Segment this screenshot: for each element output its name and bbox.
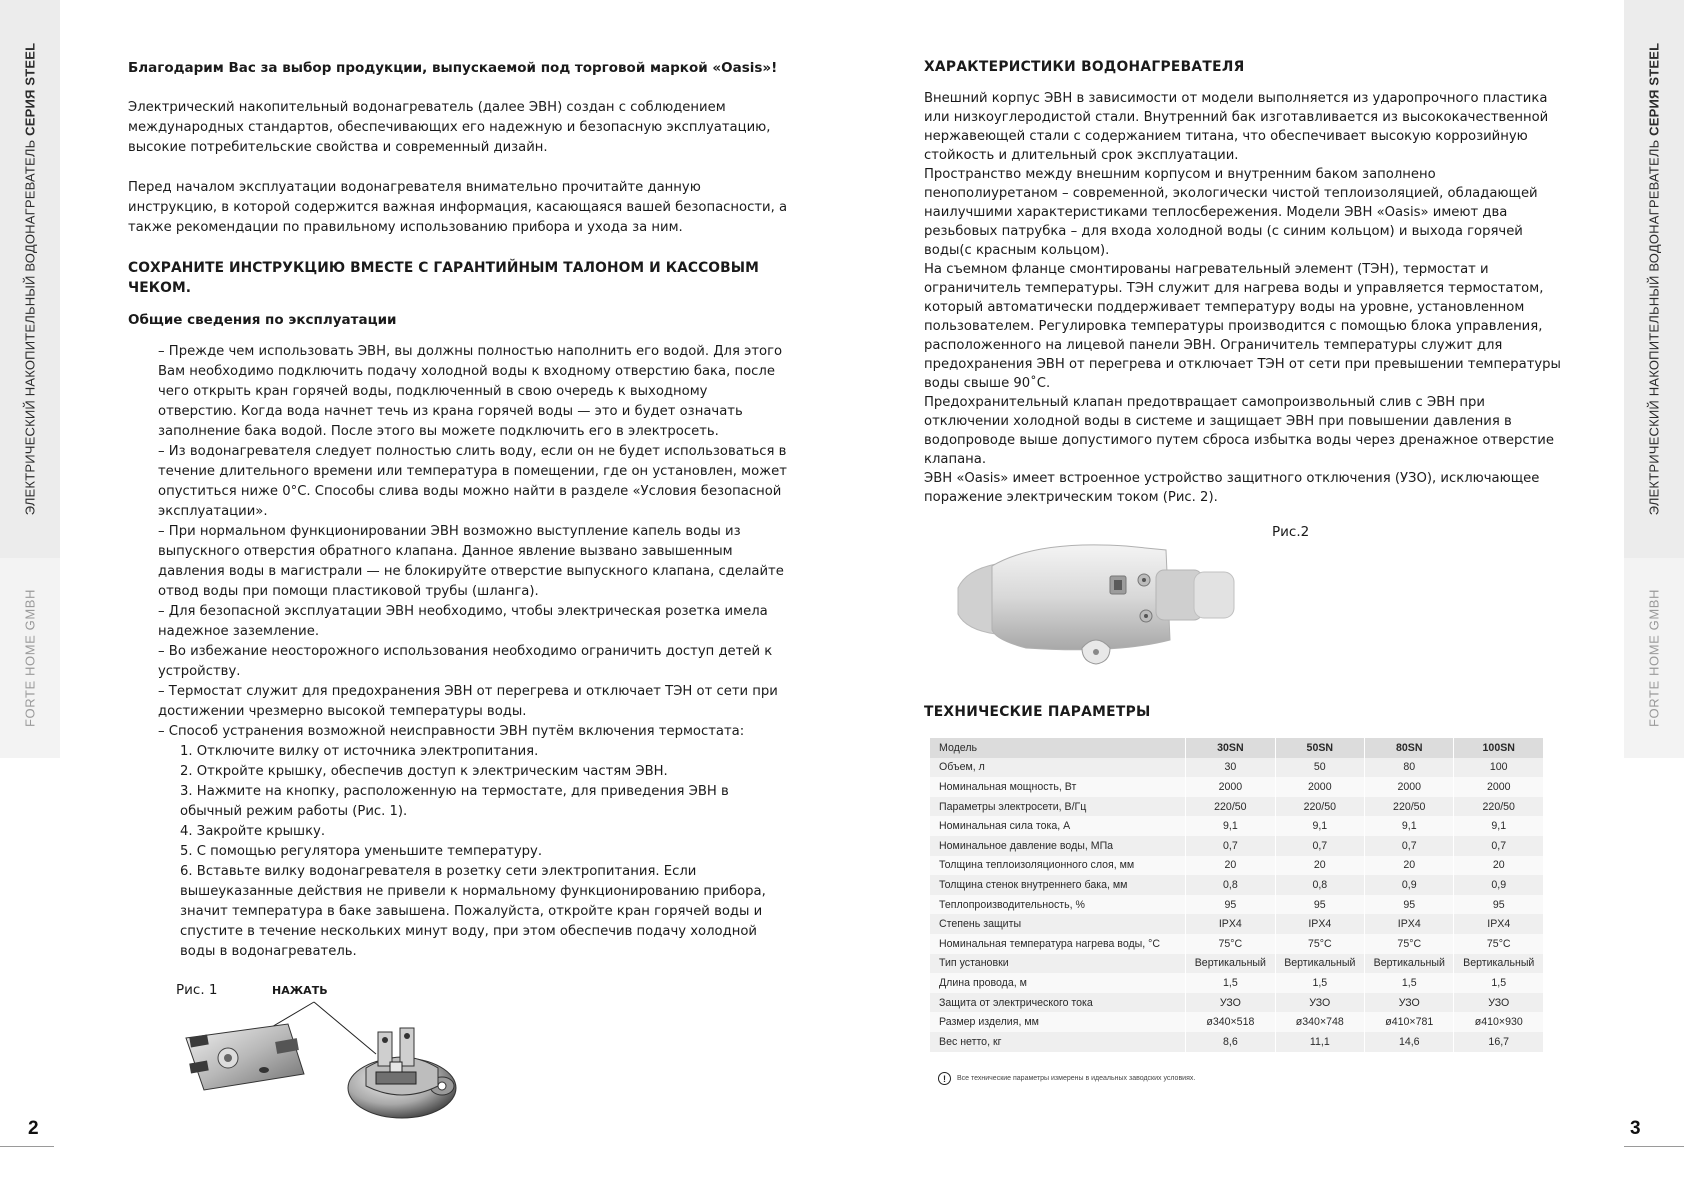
- table-cell: Вертикальный: [1186, 954, 1275, 974]
- steps-list: [158, 742, 788, 962]
- characteristics-paragraph: На съемном фланце смонтированы нагревательный элемент (ТЭН), термостат и ограничитель температуры. ТЭН служит для нагрева воды и управляется термостатом, который автоматически поддерживает температуру воды на уровне, установленном пользователем. Регулировка температуры производится с помощью блока управления, расположенного на лицевой панели ЭВН. Ограничитель температуры служит для предохранения ЭВН от перегрева и отключает ТЭН от сети при превышении температуры воды свыше 90˚С.: [924, 262, 1561, 391]
- table-row-label: Теплопроизводительность, %: [930, 895, 1186, 915]
- table-cell: ø340×748: [1275, 1012, 1364, 1032]
- table-cell: 9,1: [1454, 816, 1544, 836]
- intro-heading: Благодарим Вас за выбор продукции, выпускаемой под торговой маркой «Oasis»!: [128, 60, 778, 76]
- measurement-note: [938, 1072, 1195, 1085]
- table-row-label: Длина провода, м: [930, 973, 1186, 993]
- intro-paragraph: Перед началом эксплуатации водонагревателя внимательно прочитайте данную инструкцию, в которой содержится важная информация, касающаяся вашей безопасности, а также рекомендации по правильному использованию прибора и ухода за ним.: [128, 180, 788, 235]
- table-row: [930, 1032, 1544, 1052]
- table-row: [930, 1012, 1544, 1032]
- table-row: [930, 777, 1544, 797]
- table-cell: 0,7: [1454, 836, 1544, 856]
- table-row: [930, 954, 1544, 974]
- table-row: [930, 797, 1544, 817]
- table-row: [930, 816, 1544, 836]
- table-row-label: Размер изделия, мм: [930, 1012, 1186, 1032]
- table-cell: 75°С: [1454, 934, 1544, 954]
- table-row-label: Толщина стенок внутреннего бака, мм: [930, 875, 1186, 895]
- table-cell: 0,9: [1365, 875, 1454, 895]
- left-page: [128, 58, 788, 962]
- table-row-label: Вес нетто, кг: [930, 1032, 1186, 1052]
- table-cell: Вертикальный: [1454, 954, 1544, 974]
- table-header-cell: 30SN: [1186, 738, 1275, 758]
- left-series-title: ЭЛЕКТРИЧЕСКИЙ НАКОПИТЕЛЬНЫЙ ВОДОНАГРЕВАТЕЛЬ СЕРИЯ STEEL: [22, 42, 38, 516]
- table-row: [930, 993, 1544, 1013]
- table-row-label: Объем, л: [930, 758, 1186, 778]
- bullet-item: – Для безопасной эксплуатации ЭВН необходимо, чтобы электрическая розетка имела надежное заземление.: [158, 604, 768, 639]
- save-instructions-heading: СОХРАНИТЕ ИНСТРУКЦИЮ ВМЕСТЕ С ГАРАНТИЙНЫМ ТАЛОНОМ И КАССОВЫМ ЧЕКОМ.: [128, 260, 759, 296]
- table-cell: 220/50: [1275, 797, 1364, 817]
- table-cell: УЗО: [1275, 993, 1364, 1013]
- table-cell: 220/50: [1454, 797, 1544, 817]
- left-page-number: 2: [28, 1118, 39, 1139]
- left-brand-label: FORTE HOME GMBH: [22, 588, 38, 728]
- thermostat-left-icon: [186, 1024, 304, 1090]
- table-header-row: [930, 738, 1544, 758]
- table-row: [930, 914, 1544, 934]
- table-cell: 80: [1365, 758, 1454, 778]
- bullet-item: – При нормальном функционировании ЭВН возможно выступление капель воды из выпускного отверстия обратного клапана. Данное явление вызвано завышенным давления воды в магистрали — не блокируйте отверстие выпускного клапана, сделайте отвод воды при помощи пластиковой трубы (шланга).: [158, 524, 784, 599]
- characteristics-paragraph: Внешний корпус ЭВН в зависимости от модели выполняется из ударопрочного пластика или низкоуглеродистой стали. Внутренний бак изготавливается из высококачественной нержавеющей стали с содержанием титана, что обеспечивает высокую коррозийную стойкость и длительный срок эксплуатации.: [924, 91, 1549, 163]
- table-cell: 0,8: [1186, 875, 1275, 895]
- table-cell: IPX4: [1186, 914, 1275, 934]
- tech-params-heading: ТЕХНИЧЕСКИЕ ПАРАМЕТРЫ: [924, 704, 1151, 720]
- table-cell: 1,5: [1275, 973, 1364, 993]
- table-cell: Вертикальный: [1275, 954, 1364, 974]
- bullet-item: – Прежде чем использовать ЭВН, вы должны полностью наполнить его водой. Для этого Вам необходимо подключить подачу холодной воды к входному отверстию бака, после чего открыть кран горячей воды, подключенный в свою очередь к выходному отверстию. Когда вода начнет течь из крана горячей воды — это и будет означать заполнение бака водой. После этого вы можете подключить его в электросеть.: [158, 344, 783, 439]
- table-cell: 20: [1186, 856, 1275, 876]
- figure-1: [176, 976, 496, 1126]
- table-cell: 20: [1275, 856, 1364, 876]
- table-row: [930, 934, 1544, 954]
- table-cell: ø410×781: [1365, 1012, 1454, 1032]
- right-page-rule: [1624, 1146, 1684, 1147]
- right-series-title: ЭЛЕКТРИЧЕСКИЙ НАКОПИТЕЛЬНЫЙ ВОДОНАГРЕВАТЕЛЬ СЕРИЯ STEEL: [1646, 42, 1662, 516]
- step-item: 6. Вставьте вилку водонагревателя в розетку сети электропитания. Если вышеуказанные действия не привели к нормальному функционированию прибора, значит температура в баке завышена. Пожалуйста, откройте кран горячей воды и спустите в течение нескольких минут воду, при этом обеспечив подачу холодной воды в водонагреватель.: [180, 864, 766, 959]
- warning-icon: !: [938, 1072, 951, 1085]
- table-cell: ø340×518: [1186, 1012, 1275, 1032]
- table-cell: 9,1: [1275, 816, 1364, 836]
- general-info-heading: Общие сведения по эксплуатации: [128, 312, 397, 328]
- table-cell: 95: [1365, 895, 1454, 915]
- figure-1-label: Рис. 1: [176, 982, 218, 998]
- table-cell: IPX4: [1365, 914, 1454, 934]
- table-row: [930, 856, 1544, 876]
- right-page: [924, 58, 1564, 507]
- left-page-rule: [0, 1146, 54, 1147]
- right-side-band: [1624, 0, 1684, 758]
- table-cell: 75°С: [1275, 934, 1364, 954]
- bullet-item: – Во избежание неосторожного использования необходимо ограничить доступ детей к устройству.: [158, 644, 773, 679]
- table-cell: 14,6: [1365, 1032, 1454, 1052]
- table-cell: УЗО: [1186, 993, 1275, 1013]
- table-row-label: Толщина теплоизоляционного слоя, мм: [930, 856, 1186, 876]
- characteristics-paragraph: ЭВН «Oasis» имеет встроенное устройство защитного отключения (УЗО), исключающее поражение электрическим током (Рис. 2).: [924, 471, 1540, 505]
- step-item: 1. Отключите вилку от источника электропитания.: [180, 744, 539, 759]
- tech-params-table: [930, 738, 1544, 1052]
- table-cell: 2000: [1186, 777, 1275, 797]
- table-cell: 0,9: [1454, 875, 1544, 895]
- table-row-label: Тип установки: [930, 954, 1186, 974]
- table-body: [930, 758, 1544, 1052]
- figure-2: [956, 530, 1256, 680]
- table-cell: 95: [1186, 895, 1275, 915]
- figure-2-label: Рис.2: [1272, 524, 1310, 540]
- table-cell: 95: [1454, 895, 1544, 915]
- bullet-item: – Из водонагревателя следует полностью слить воду, если он не будет использоваться в течение длительного времени или температура в помещении, где он установлен, может опуститься ниже 0°С. Способы слива воды можно найти в разделе «Условия безопасной эксплуатации».: [158, 444, 787, 519]
- characteristics-text: [924, 89, 1564, 507]
- table-row-label: Номинальная температура нагрева воды, °С: [930, 934, 1186, 954]
- step-item: 5. С помощью регулятора уменьшите температуру.: [180, 844, 543, 859]
- table-cell: IPX4: [1454, 914, 1544, 934]
- table-cell: 0,7: [1186, 836, 1275, 856]
- table-cell: 2000: [1275, 777, 1364, 797]
- step-item: 3. Нажмите на кнопку, расположенную на термостате, для приведения ЭВН в обычный режим работы (Рис. 1).: [180, 784, 729, 819]
- rcd-device-illustration: [956, 530, 1256, 680]
- table-cell: УЗО: [1365, 993, 1454, 1013]
- bullet-item: – Термостат служит для предохранения ЭВН от перегрева и отключает ТЭН от сети при достижении чрезмерно высокой температуры воды.: [158, 684, 778, 719]
- table-cell: 1,5: [1365, 973, 1454, 993]
- note-text: Все технические параметры измерены в идеальных заводских условиях.: [957, 1075, 1196, 1082]
- characteristics-heading: ХАРАКТЕРИСТИКИ ВОДОНАГРЕВАТЕЛЯ: [924, 59, 1245, 75]
- table-cell: 20: [1365, 856, 1454, 876]
- table-header-cell: 100SN: [1454, 738, 1544, 758]
- table-row-label: Номинальное давление воды, МПа: [930, 836, 1186, 856]
- thermostat-illustration: [176, 976, 496, 1126]
- table-cell: 9,1: [1186, 816, 1275, 836]
- figure-1-press-label: НАЖАТЬ: [272, 984, 328, 997]
- table-cell: 75°С: [1186, 934, 1275, 954]
- table-cell: 0,8: [1275, 875, 1364, 895]
- table-row-label: Защита от электрического тока: [930, 993, 1186, 1013]
- table-cell: 8,6: [1186, 1032, 1275, 1052]
- table-row: [930, 836, 1544, 856]
- table-cell: 20: [1454, 856, 1544, 876]
- table-row-label: Номинальная мощность, Вт: [930, 777, 1186, 797]
- table-row: [930, 895, 1544, 915]
- table-row-label: Параметры электросети, В/Гц: [930, 797, 1186, 817]
- right-page-number: 3: [1630, 1118, 1641, 1139]
- thermostat-right-icon: [348, 1028, 456, 1118]
- table-cell: 220/50: [1365, 797, 1454, 817]
- table-cell: ø410×930: [1454, 1012, 1544, 1032]
- characteristics-paragraph: Пространство между внешним корпусом и внутренним баком заполнено пенополиуретаном – современной, экологически чистой теплоизоляцией, обладающей наилучшими характеристиками теплосбережения. Модели ЭВН «Oasis» имеют два резьбовых патрубка – для входа холодной воды (с синим кольцом) и выхода горячей воды(с красным кольцом).: [924, 167, 1538, 258]
- table-cell: 1,5: [1186, 973, 1275, 993]
- table-header-cell: 50SN: [1275, 738, 1364, 758]
- table-cell: Вертикальный: [1365, 954, 1454, 974]
- table-cell: 100: [1454, 758, 1544, 778]
- intro-paragraph: Электрический накопительный водонагреватель (далее ЭВН) создан с соблюдением международных стандартов, обеспечивающих его надежную и безопасную эксплуатацию, высокие потребительские свойства и современный дизайн.: [128, 100, 771, 155]
- table-cell: 50: [1275, 758, 1364, 778]
- table-cell: 2000: [1454, 777, 1544, 797]
- left-side-band: [0, 0, 60, 758]
- characteristics-paragraph: Предохранительный клапан предотвращает самопроизвольный слив с ЭВН при отключении холодной воды в системе и защищает ЭВН при повышении давления в водопроводе выше допустимого путем сброса избытка воды через дренажное отверстие клапана.: [924, 395, 1554, 467]
- table-cell: 220/50: [1186, 797, 1275, 817]
- table-cell: IPX4: [1275, 914, 1364, 934]
- table-header-cell: Модель: [930, 738, 1186, 758]
- table-row-label: Номинальная сила тока, А: [930, 816, 1186, 836]
- table-cell: 2000: [1365, 777, 1454, 797]
- table-cell: 9,1: [1365, 816, 1454, 836]
- table-cell: УЗО: [1454, 993, 1544, 1013]
- table-cell: 0,7: [1275, 836, 1364, 856]
- right-brand-label: FORTE HOME GMBH: [1646, 588, 1662, 728]
- step-item: 2. Откройте крышку, обеспечив доступ к электрическим частям ЭВН.: [180, 764, 668, 779]
- step-item: 4. Закройте крышку.: [180, 824, 326, 839]
- table-cell: 11,1: [1275, 1032, 1364, 1052]
- bullet-list: [128, 342, 788, 962]
- table-header-cell: 80SN: [1365, 738, 1454, 758]
- table-row: [930, 875, 1544, 895]
- table-row: [930, 973, 1544, 993]
- table-cell: 16,7: [1454, 1032, 1544, 1052]
- bullet-item: – Способ устранения возможной неисправности ЭВН путём включения термостата:: [158, 724, 745, 739]
- table-row: [930, 758, 1544, 778]
- table-cell: 1,5: [1454, 973, 1544, 993]
- table-cell: 75°С: [1365, 934, 1454, 954]
- table-cell: 30: [1186, 758, 1275, 778]
- table-cell: 0,7: [1365, 836, 1454, 856]
- table-cell: 95: [1275, 895, 1364, 915]
- table-row-label: Степень защиты: [930, 914, 1186, 934]
